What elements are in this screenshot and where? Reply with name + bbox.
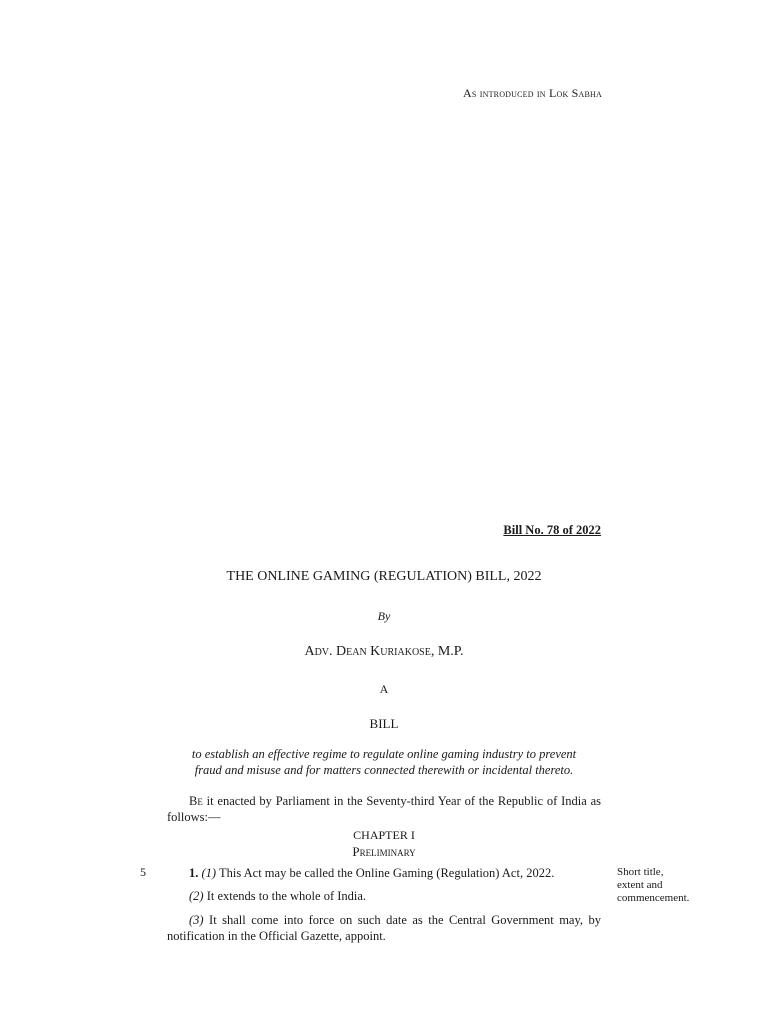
bill-number: Bill No. 78 of 2022 xyxy=(503,523,601,537)
marginal-note-line-3: commencement. xyxy=(617,892,690,904)
chapter-number: CHAPTER I xyxy=(353,828,415,842)
sub-2-label: (2) xyxy=(189,889,204,903)
sub-2-text: It extends to the whole of India. xyxy=(203,889,367,903)
by-label: By xyxy=(377,609,391,623)
long-title xyxy=(167,746,601,778)
enacting-lead: Be xyxy=(189,794,203,808)
section-number: 1. xyxy=(189,866,199,880)
chapter-title: Preliminary xyxy=(352,844,416,859)
sub-1-label: (1) xyxy=(201,866,217,880)
bill-title: THE ONLINE GAMING (REGULATION) BILL, 2022 xyxy=(226,569,542,584)
bill-label: BILL xyxy=(369,716,399,731)
marginal-note xyxy=(617,866,717,905)
sub-3-text: It shall come into force on such date as the Central Government may, by notification in the Official Gazette, appoint. xyxy=(167,913,601,943)
section-1-sub-2 xyxy=(167,888,601,904)
line-number: 5 xyxy=(140,865,146,879)
enacting-text: it enacted by Parliament in the Seventy-third Year of the Republic of India as follows:— xyxy=(167,794,601,824)
marginal-note-line-2: extent and xyxy=(617,879,663,891)
introduced-in-lok-sabha: As introduced in Lok Sabha xyxy=(463,86,602,100)
marginal-note-line-1: Short title, xyxy=(617,866,664,878)
long-title-line-1: to establish an effective regime to regulate online gaming industry to prevent xyxy=(191,747,577,761)
section-1-sub-1 xyxy=(167,865,601,881)
article-a: A xyxy=(379,682,389,696)
sub-3-label: (3) xyxy=(189,913,204,927)
sub-1-text: This Act may be called the Online Gaming (Regulation) Act, 2022. xyxy=(216,866,555,880)
bill-author: Adv. Dean Kuriakose, M.P. xyxy=(304,644,464,659)
section-1-sub-3 xyxy=(167,912,601,944)
enacting-formula xyxy=(167,793,601,825)
long-title-line-2: fraud and misuse and for matters connected therewith or incidental thereto. xyxy=(194,763,574,777)
